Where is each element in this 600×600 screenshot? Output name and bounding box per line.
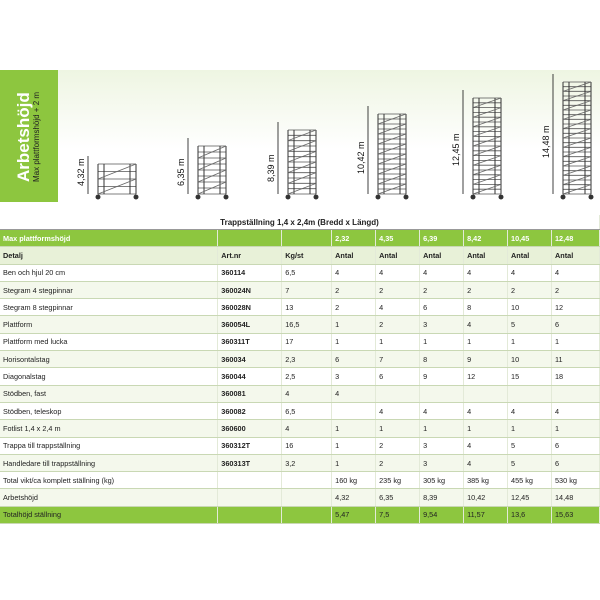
table-row-cell: 4 bbox=[332, 264, 376, 281]
table-row-cell: 2 bbox=[376, 454, 420, 471]
table-row-cell: 3 bbox=[420, 437, 464, 454]
table-row bbox=[0, 420, 600, 437]
table-row-cell: Arbetshöjd bbox=[0, 489, 218, 506]
table-row-cell: Total vikt/ca komplett ställning (kg) bbox=[0, 472, 218, 489]
table-row-cell: 3 bbox=[420, 316, 464, 333]
table-row-cell: 6 bbox=[552, 454, 600, 471]
table-row-cell: 6 bbox=[376, 368, 420, 385]
header-row-cell: Antal bbox=[464, 247, 508, 264]
header-row-cell: Kg/st bbox=[282, 247, 332, 264]
table-row-cell: 2,3 bbox=[282, 351, 332, 368]
table-row-cell: 16 bbox=[282, 437, 332, 454]
table-row-cell: 2 bbox=[420, 281, 464, 298]
table-row-cell: 235 kg bbox=[376, 472, 420, 489]
table-row-cell: 1 bbox=[420, 333, 464, 350]
table-row-cell: 9 bbox=[464, 351, 508, 368]
table-row-cell bbox=[508, 385, 552, 402]
table-row-cell: 11 bbox=[552, 351, 600, 368]
height-label: 6,35 m bbox=[176, 158, 186, 186]
table-row-cell: 2 bbox=[332, 299, 376, 316]
header-row-cell: Art.nr bbox=[218, 247, 282, 264]
height-label: 4,32 m bbox=[76, 158, 86, 186]
spec-table bbox=[0, 215, 600, 524]
table-row-cell: Stödben, fast bbox=[0, 385, 218, 402]
table-row-cell: 2 bbox=[376, 316, 420, 333]
max-platform-row-cell bbox=[282, 230, 332, 247]
table-row bbox=[0, 385, 600, 402]
table-row-cell: 7 bbox=[282, 281, 332, 298]
table-row-cell: 360044 bbox=[218, 368, 282, 385]
height-label: 10,42 m bbox=[356, 141, 366, 174]
table-row-cell: 1 bbox=[508, 333, 552, 350]
table-row-cell: 1 bbox=[376, 333, 420, 350]
table-row-cell: Stegram 8 stegpinnar bbox=[0, 299, 218, 316]
table-row-cell: 455 kg bbox=[508, 472, 552, 489]
table-row-cell bbox=[420, 385, 464, 402]
max-platform-row-cell: Max plattformshöjd bbox=[0, 230, 218, 247]
table-row-cell: 2 bbox=[552, 281, 600, 298]
header-row-cell: Antal bbox=[332, 247, 376, 264]
table-row-cell bbox=[332, 402, 376, 419]
table-row bbox=[0, 454, 600, 471]
table-row-cell: 8,39 bbox=[420, 489, 464, 506]
table-row-cell bbox=[218, 472, 282, 489]
table-row-cell: 6,5 bbox=[282, 264, 332, 281]
total-height-row bbox=[0, 506, 600, 523]
max-platform-row-cell: 2,32 bbox=[332, 230, 376, 247]
side-title-panel bbox=[0, 70, 58, 202]
table-row-cell: 385 kg bbox=[464, 472, 508, 489]
table-row-cell: 4 bbox=[376, 299, 420, 316]
table-row bbox=[0, 368, 600, 385]
table-row-cell bbox=[218, 489, 282, 506]
max-platform-row-cell: 10,45 bbox=[508, 230, 552, 247]
table-row bbox=[0, 472, 600, 489]
table-row-cell: 12 bbox=[464, 368, 508, 385]
table-row-cell: 10 bbox=[508, 351, 552, 368]
table-row-cell: 6,5 bbox=[282, 402, 332, 419]
table-row-cell: 7 bbox=[376, 351, 420, 368]
table-row bbox=[0, 437, 600, 454]
table-row-cell: Plattform bbox=[0, 316, 218, 333]
table-row-cell: Horisontalstag bbox=[0, 351, 218, 368]
table-row-cell: 1 bbox=[464, 420, 508, 437]
table-row-cell: Stegram 4 stegpinnar bbox=[0, 281, 218, 298]
table-row-cell: 4 bbox=[420, 402, 464, 419]
table-row-cell: 12 bbox=[552, 299, 600, 316]
table-row-cell: 2 bbox=[508, 281, 552, 298]
table-row-cell: 360312T bbox=[218, 437, 282, 454]
table-row-cell bbox=[464, 385, 508, 402]
table-row-cell: 4 bbox=[464, 402, 508, 419]
table-row-cell: 4 bbox=[464, 454, 508, 471]
table-row-cell: 1 bbox=[332, 333, 376, 350]
table-row-cell: 3,2 bbox=[282, 454, 332, 471]
scaffold-drawing bbox=[463, 90, 504, 200]
table-row-cell: 305 kg bbox=[420, 472, 464, 489]
table-row-cell: 2 bbox=[376, 281, 420, 298]
table-row-cell: 530 kg bbox=[552, 472, 600, 489]
header-row-cell: Antal bbox=[508, 247, 552, 264]
table-row-cell: 4 bbox=[376, 402, 420, 419]
table-row-cell: 4 bbox=[282, 385, 332, 402]
height-label: 14,48 m bbox=[541, 125, 551, 158]
table-row-cell: 3 bbox=[332, 368, 376, 385]
table-row bbox=[0, 351, 600, 368]
table-row-cell: Stödben, teleskop bbox=[0, 402, 218, 419]
table-row bbox=[0, 316, 600, 333]
table-row-cell: 2 bbox=[376, 437, 420, 454]
table-row-cell: Trappa till trappställning bbox=[0, 437, 218, 454]
side-title: Arbetshöjd bbox=[14, 92, 33, 182]
scaffold-drawing bbox=[553, 74, 594, 200]
table-row-cell: 4 bbox=[464, 264, 508, 281]
max-platform-row-cell: 6,39 bbox=[420, 230, 464, 247]
max-platform-row-cell bbox=[218, 230, 282, 247]
scaffold-drawings bbox=[58, 70, 600, 202]
table-row-cell: 15 bbox=[508, 368, 552, 385]
total-height-row-cell bbox=[282, 506, 332, 523]
table-row-cell: 8 bbox=[420, 351, 464, 368]
table-row-cell: 1 bbox=[508, 420, 552, 437]
table-row-cell: 17 bbox=[282, 333, 332, 350]
table-row-cell: 4 bbox=[376, 264, 420, 281]
table-row-cell: 14,48 bbox=[552, 489, 600, 506]
total-height-row-cell: 15,63 bbox=[552, 506, 600, 523]
table-title: Trappställning 1,4 x 2,4m (Bredd x Längd) bbox=[0, 215, 600, 230]
table-row-cell: 360082 bbox=[218, 402, 282, 419]
table-row-cell: 4 bbox=[508, 264, 552, 281]
table-row-cell bbox=[282, 472, 332, 489]
table-row-cell bbox=[376, 385, 420, 402]
table-row-cell: 6 bbox=[332, 351, 376, 368]
table-row-cell: Diagonalstag bbox=[0, 368, 218, 385]
scaffold-drawing bbox=[368, 106, 409, 200]
table-row-cell: 360313T bbox=[218, 454, 282, 471]
table-row-cell: 12,45 bbox=[508, 489, 552, 506]
table-row-cell: 4 bbox=[282, 420, 332, 437]
table-row-cell: 6,35 bbox=[376, 489, 420, 506]
table-row-cell: 1 bbox=[332, 454, 376, 471]
header-row-cell: Antal bbox=[420, 247, 464, 264]
table-row-cell: 360034 bbox=[218, 351, 282, 368]
table-row-cell: 5 bbox=[508, 437, 552, 454]
table-row-cell: 6 bbox=[552, 437, 600, 454]
table-row-cell: 4,32 bbox=[332, 489, 376, 506]
table-row-cell: 1 bbox=[552, 333, 600, 350]
table-row-cell: 4 bbox=[332, 385, 376, 402]
header-row-cell: Antal bbox=[552, 247, 600, 264]
table-row bbox=[0, 402, 600, 419]
table-row-cell: 6 bbox=[552, 316, 600, 333]
header-row-cell: Detalj bbox=[0, 247, 218, 264]
table-row-cell: 4 bbox=[552, 264, 600, 281]
table-row-cell: 4 bbox=[420, 264, 464, 281]
table-row bbox=[0, 333, 600, 350]
table-row-cell: 10,42 bbox=[464, 489, 508, 506]
scaffold-drawing bbox=[88, 156, 139, 200]
table-row-cell: 360054L bbox=[218, 316, 282, 333]
table-row-cell: 1 bbox=[376, 420, 420, 437]
table-row-cell: 5 bbox=[508, 316, 552, 333]
total-height-row-cell: 9,54 bbox=[420, 506, 464, 523]
table-row-cell: 13 bbox=[282, 299, 332, 316]
table-row-cell: 1 bbox=[464, 333, 508, 350]
table-row-cell bbox=[282, 489, 332, 506]
table-row-cell: 9 bbox=[420, 368, 464, 385]
table-row-cell: 4 bbox=[464, 316, 508, 333]
table-row-cell: 1 bbox=[552, 420, 600, 437]
table-row-cell: 18 bbox=[552, 368, 600, 385]
table-row-cell bbox=[552, 385, 600, 402]
total-height-row-cell bbox=[218, 506, 282, 523]
scaffold-drawing bbox=[188, 138, 229, 200]
table-row-cell: 16,5 bbox=[282, 316, 332, 333]
height-label: 8,39 m bbox=[266, 154, 276, 182]
height-label: 12,45 m bbox=[451, 133, 461, 166]
total-height-row-cell: 7,5 bbox=[376, 506, 420, 523]
table-row-cell: 1 bbox=[420, 420, 464, 437]
table-row-cell: Ben och hjul 20 cm bbox=[0, 264, 218, 281]
table-row bbox=[0, 489, 600, 506]
max-platform-row-cell: 12,48 bbox=[552, 230, 600, 247]
table-row-cell: 360028N bbox=[218, 299, 282, 316]
header-row bbox=[0, 247, 600, 264]
table-row-cell: 6 bbox=[420, 299, 464, 316]
max-platform-row bbox=[0, 230, 600, 247]
table-row-cell: 2 bbox=[332, 281, 376, 298]
table-row bbox=[0, 299, 600, 316]
table-row-cell: 360311T bbox=[218, 333, 282, 350]
table-row-cell: 360024N bbox=[218, 281, 282, 298]
table-row-cell: 4 bbox=[508, 402, 552, 419]
table-row-cell: 5 bbox=[508, 454, 552, 471]
table-row-cell: 8 bbox=[464, 299, 508, 316]
header-row-cell: Antal bbox=[376, 247, 420, 264]
total-height-row-cell: 11,57 bbox=[464, 506, 508, 523]
table-row-cell: 10 bbox=[508, 299, 552, 316]
table-row-cell: 360114 bbox=[218, 264, 282, 281]
table-title-row bbox=[0, 215, 600, 230]
table-row-cell: 4 bbox=[552, 402, 600, 419]
table-row bbox=[0, 281, 600, 298]
side-subtitle: Max plattformshöjd + 2 m bbox=[32, 91, 41, 182]
table-row-cell: Fotlist 1,4 x 2,4 m bbox=[0, 420, 218, 437]
total-height-row-cell: 5,47 bbox=[332, 506, 376, 523]
total-height-row-cell: 13,6 bbox=[508, 506, 552, 523]
table-row-cell: 2,5 bbox=[282, 368, 332, 385]
table-row-cell: 2 bbox=[464, 281, 508, 298]
scaffold-illustration bbox=[58, 70, 600, 202]
total-height-row-cell: Totalhöjd ställning bbox=[0, 506, 218, 523]
max-platform-row-cell: 4,35 bbox=[376, 230, 420, 247]
table-row-cell: 4 bbox=[464, 437, 508, 454]
table-row-cell: 160 kg bbox=[332, 472, 376, 489]
table-row bbox=[0, 264, 600, 281]
table-row-cell: 1 bbox=[332, 420, 376, 437]
table-row-cell: 360600 bbox=[218, 420, 282, 437]
table-row-cell: Plattform med lucka bbox=[0, 333, 218, 350]
table-row-cell: 3 bbox=[420, 454, 464, 471]
table-row-cell: 1 bbox=[332, 437, 376, 454]
table-row-cell: 1 bbox=[332, 316, 376, 333]
table-row-cell: 360081 bbox=[218, 385, 282, 402]
max-platform-row-cell: 8,42 bbox=[464, 230, 508, 247]
scaffold-drawing bbox=[278, 122, 319, 200]
table-row-cell: Handledare till trappställning bbox=[0, 454, 218, 471]
